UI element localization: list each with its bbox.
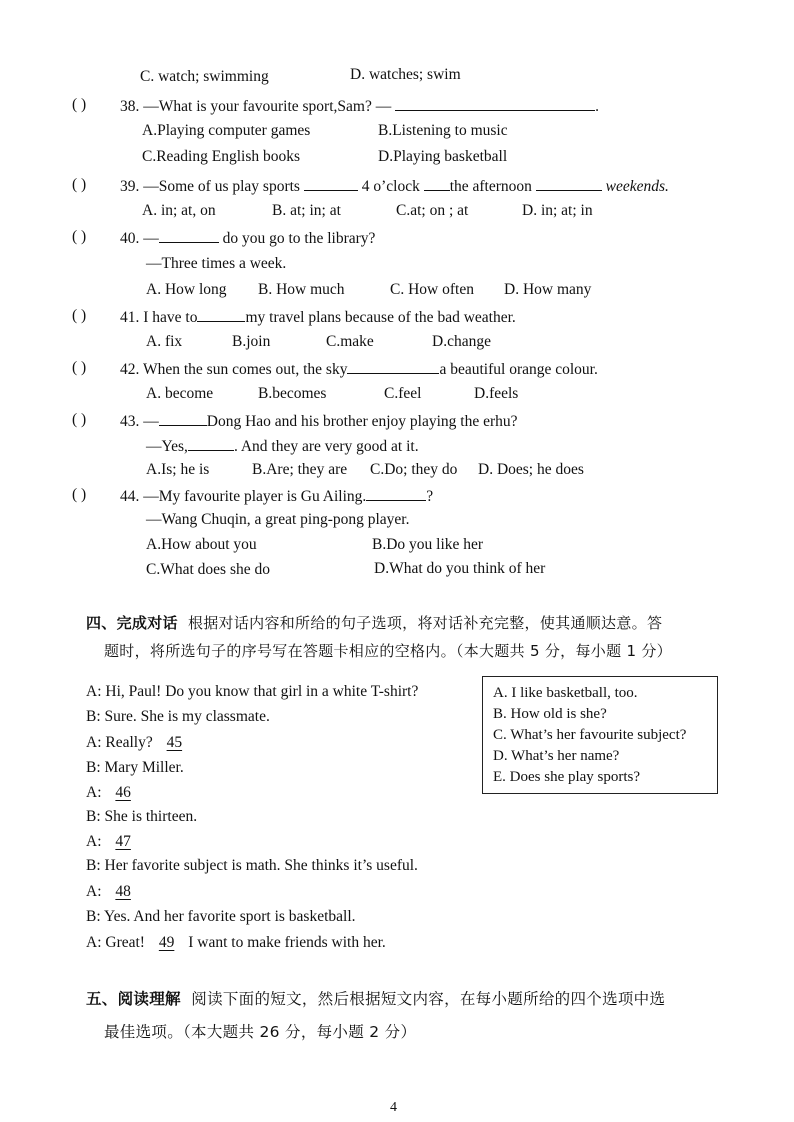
q44-option-d: D.What do you think of her — [374, 560, 546, 577]
question-38-stem: 38. —What is your favourite sport,Sam? — . — [120, 98, 599, 115]
dialogue-option-d: D. What’s her name? — [493, 748, 620, 764]
q42-option-c: C.feel — [384, 385, 422, 402]
dialogue-line-4: B: Mary Miller. — [86, 759, 184, 776]
dialogue-options-box — [482, 676, 718, 794]
dialogue-line-8: B: Her favorite subject is math. She thinks it’s useful. — [86, 857, 418, 874]
question-42-stem: 42. When the sun comes out, the sky a beautiful orange colour. — [120, 361, 598, 378]
q37-option-d: D. watches; swim — [350, 66, 461, 83]
q42-option-d: D.feels — [474, 385, 519, 402]
question-39-stem: 39. —Some of us play sports 4 o’clock the afternoon weekends. — [120, 178, 669, 195]
dialogue-option-b: B. How old is she? — [493, 706, 607, 722]
dialogue-line-5: A: 46 — [86, 784, 141, 802]
q40-option-c: C. How often — [390, 281, 474, 298]
answer-paren-41: ( ) — [72, 307, 87, 324]
q43-option-a: A.Is; he is — [146, 461, 210, 478]
answer-blank — [366, 486, 426, 501]
answer-blank — [347, 359, 439, 374]
answer-paren-38: ( ) — [72, 96, 87, 113]
dialogue-option-c: C. What’s her favourite subject? — [493, 727, 687, 743]
answer-blank — [304, 176, 358, 191]
answer-paren-42: ( ) — [72, 359, 87, 376]
dialogue-line-10: B: Yes. And her favorite sport is basketball. — [86, 908, 356, 925]
q40-option-a: A. How long — [146, 281, 227, 298]
answer-blank-49: 49 — [158, 934, 175, 951]
q37-option-c: C. watch; swimming — [140, 68, 269, 85]
answer-paren-43: ( ) — [72, 411, 87, 428]
answer-blank — [188, 436, 234, 451]
dialogue-line-1: A: Hi, Paul! Do you know that girl in a white T-shirt? — [86, 683, 419, 700]
page-number: 4 — [390, 1100, 397, 1115]
q44-option-c: C.What does she do — [146, 561, 270, 578]
dialogue-line-7: A: 47 — [86, 833, 141, 851]
answer-blank-48: 48 — [115, 883, 131, 900]
answer-blank-46: 46 — [115, 784, 131, 801]
section-4-instruction: 题时，将所选句子的序号写在答题卡相应的空格内。（本大题共 5 分，每小题 1 分） — [104, 642, 672, 660]
dialogue-option-e: E. Does she play sports? — [493, 769, 641, 785]
q44-option-b: B.Do you like her — [372, 536, 484, 553]
dialogue-line-3: A: Really? 45 — [86, 734, 192, 752]
answer-paren-40: ( ) — [72, 228, 87, 245]
q43-option-b: B.Are; they are — [252, 461, 348, 478]
q39-option-c: C.at; on ; at — [396, 202, 469, 219]
q39-option-b: B. at; in; at — [272, 202, 341, 219]
q41-option-b: B.join — [232, 333, 271, 350]
answer-paren-44: ( ) — [72, 486, 87, 503]
section-5-instruction: 最佳选项。（本大题共 26 分，每小题 2 分） — [104, 1023, 417, 1041]
q38-option-d: D.Playing basketball — [378, 148, 508, 165]
section-4-heading: 四、完成对话 根据对话内容和所给的句子选项，将对话补充完整，使其通顺达意。答 — [86, 614, 663, 632]
question-44-reply: —Wang Chuqin, a great ping-pong player. — [146, 511, 410, 528]
question-43-stem: 43. — Dong Hao and his brother enjoy playing the erhu? — [120, 413, 518, 430]
dialogue-line-9: A: 48 — [86, 883, 141, 901]
q39-option-d: D. in; at; in — [522, 202, 593, 219]
q43-option-d: D. Does; he does — [478, 461, 584, 478]
q43-option-c: C.Do; they do — [370, 461, 458, 478]
q41-option-d: D.change — [432, 333, 491, 350]
q38-option-b: B.Listening to music — [378, 122, 508, 139]
q42-option-b: B.becomes — [258, 385, 327, 402]
q40-option-d: D. How many — [504, 281, 592, 298]
section-5-heading: 五、阅读理解 阅读下面的短文，然后根据短文内容，在每小题所给的四个选项中选 — [86, 990, 666, 1008]
dialogue-line-6: B: She is thirteen. — [86, 808, 198, 825]
question-41-stem: 41. I have to my travel plans because of the bad weather. — [120, 309, 516, 326]
answer-blank-45: 45 — [166, 734, 183, 751]
dialogue-line-11: A: Great! 49 I want to make friends with her. — [86, 934, 386, 951]
q39-option-a: A. in; at, on — [142, 202, 216, 219]
answer-blank-47: 47 — [115, 833, 131, 850]
question-40-reply: —Three times a week. — [146, 255, 287, 272]
answer-blank — [159, 411, 207, 426]
q40-option-b: B. How much — [258, 281, 345, 298]
question-40-stem: 40. — do you go to the library? — [120, 230, 376, 247]
answer-blank — [159, 228, 219, 243]
question-44-stem: 44. —My favourite player is Gu Ailing. ? — [120, 488, 434, 505]
q41-option-a: A. fix — [146, 333, 183, 350]
answer-blank — [197, 307, 245, 322]
q44-option-a: A.How about you — [146, 536, 257, 553]
q38-option-a: A.Playing computer games — [142, 122, 311, 139]
q38-option-c: C.Reading English books — [142, 148, 301, 165]
question-43-reply: —Yes, . And they are very good at it. — [146, 438, 419, 455]
q42-option-a: A. become — [146, 385, 214, 402]
q41-option-c: C.make — [326, 333, 374, 350]
answer-paren-39: ( ) — [72, 176, 87, 193]
dialogue-option-a: A. I like basketball, too. — [493, 685, 638, 701]
answer-blank — [395, 96, 595, 111]
answer-blank — [424, 176, 450, 191]
dialogue-line-2: B: Sure. She is my classmate. — [86, 708, 270, 725]
answer-blank — [536, 176, 602, 191]
